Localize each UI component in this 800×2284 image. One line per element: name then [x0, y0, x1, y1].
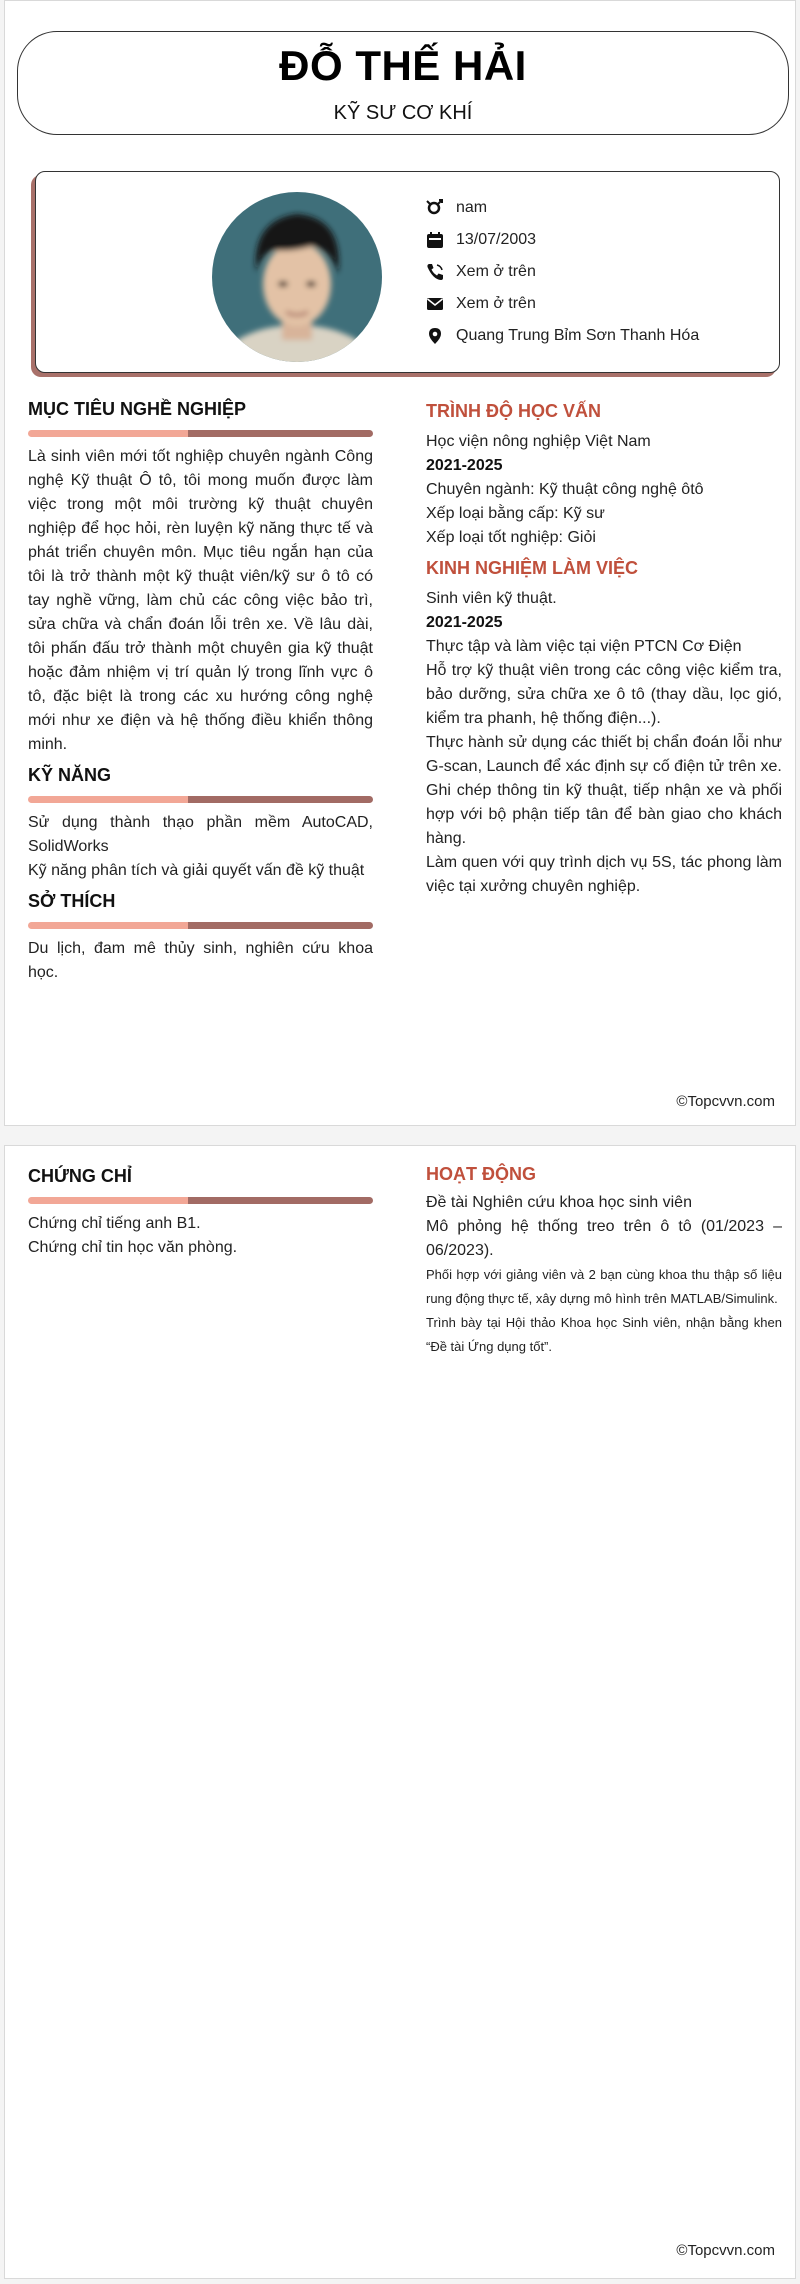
activity-project: Mô phỏng hệ thống treo trên ô tô (01/2023 – 06/2023).	[426, 1218, 782, 1259]
contact-gender	[426, 192, 699, 224]
footer-credit[interactable]: ©Topcvvn.com	[676, 1093, 775, 1110]
info-card	[35, 171, 780, 373]
phone-value[interactable]: Xem ở trên	[456, 263, 536, 280]
address-value: Quang Trung Bỉm Sơn Thanh Hóa	[456, 327, 700, 344]
experience-role: Sinh viên kỹ thuật.	[426, 590, 557, 607]
section-divider	[28, 796, 373, 803]
education-major: Chuyên ngành: Kỹ thuật công nghệ ôtô	[426, 481, 704, 498]
section-divider	[28, 922, 373, 929]
phone-icon	[426, 263, 444, 281]
cv-page-1	[4, 0, 796, 1126]
avatar	[212, 192, 382, 362]
activity-topic: Đề tài Nghiên cứu khoa học sinh viên	[426, 1194, 692, 1211]
footer-credit[interactable]: ©Topcvvn.com	[676, 2242, 775, 2259]
calendar-icon	[426, 231, 444, 249]
gender-icon	[426, 199, 444, 217]
education-period: 2021-2025	[426, 457, 503, 474]
location-pin-icon	[426, 327, 444, 345]
certificates-section	[28, 1166, 373, 1260]
certificate-item: Chứng chỉ tin học văn phòng.	[28, 1239, 238, 1256]
job-title: KỸ SƯ CƠ KHÍ	[333, 102, 473, 124]
candidate-name: ĐỖ THẾ HẢI	[279, 42, 527, 89]
objective-title: MỤC TIÊU NGHỀ NGHIỆP	[28, 399, 247, 419]
activities-section	[426, 1164, 782, 1359]
name-header	[17, 31, 789, 135]
certificates-title: CHỨNG CHỈ	[28, 1166, 132, 1186]
experience-section	[426, 558, 782, 899]
experience-company: Thực tập và làm việc tại viện PTCN Cơ Điện	[426, 638, 742, 655]
email-icon	[426, 295, 444, 313]
experience-task: Hỗ trợ kỹ thuật viên trong các công việc kiểm tra, bảo dưỡng, sửa chữa xe ô tô (thay dầu, lọc gió, kiểm tra phanh, hệ thống điện...).	[426, 662, 782, 727]
contact-email	[426, 288, 699, 320]
gender-value: nam	[456, 199, 488, 216]
education-section	[426, 401, 782, 550]
contact-address	[426, 320, 699, 352]
contact-birthdate	[426, 224, 699, 256]
certificate-item: Chứng chỉ tiếng anh B1.	[28, 1215, 201, 1232]
section-divider	[28, 1197, 373, 1204]
experience-task: Ghi chép thông tin kỹ thuật, tiếp nhận xe và phối hợp với bộ phận tiếp tân để bàn giao cho khách hàng.	[426, 782, 782, 847]
contact-phone	[426, 256, 699, 288]
hobbies-section	[28, 891, 373, 985]
activity-detail: Phối hợp với giảng viên và 2 bạn cùng khoa thu thập số liệu rung động thực tế, xây dựng mô hình trên MATLAB/Simulink.	[426, 1267, 782, 1306]
education-title: TRÌNH ĐỘ HỌC VẤN	[426, 401, 601, 421]
skills-section	[28, 765, 373, 883]
objective-text: Là sinh viên mới tốt nghiệp chuyên ngành Công nghệ Kỹ thuật Ô tô, tôi mong muốn được làm việc trong một môi trường kỹ thuật chuyên nghiệp để học hỏi, rèn luyện kỹ năng thực tế và phát triển chuyên môn. Mục tiêu ngắn hạn của tôi là trở thành một kỹ thuật viên/kỹ sư ô tô có tay nghề vững, làm chủ các công việc bảo trì, sửa chữa và chẩn đoán lỗi trên xe. Về lâu dài, tôi phấn đấu trở thành một chuyên gia kỹ thuật hoặc đảm nhiệm vị trí quản lý trong lĩnh vực ô tô, đặc biệt là trong các xu hướng công nghệ mới như xe điện và hệ thống điều khiển thông minh.	[28, 448, 373, 753]
cv-page-2	[4, 1145, 796, 2279]
activities-title: HOẠT ĐỘNG	[426, 1164, 536, 1184]
birthdate-value: 13/07/2003	[456, 231, 537, 248]
section-divider	[28, 430, 373, 437]
education-grade: Xếp loại tốt nghiệp: Giỏi	[426, 529, 596, 546]
experience-title: KINH NGHIỆM LÀM VIỆC	[426, 558, 639, 578]
skill-item: Sử dụng thành thạo phần mềm AutoCAD, SolidWorks	[28, 814, 373, 855]
skills-title: KỸ NĂNG	[28, 765, 112, 785]
experience-task: Làm quen với quy trình dịch vụ 5S, tác phong làm việc tại xưởng chuyên nghiệp.	[426, 854, 782, 895]
activity-detail: Trình bày tại Hội thảo Khoa học Sinh viên, nhận bằng khen “Đề tài Ứng dụng tốt”.	[426, 1315, 782, 1354]
skill-item: Kỹ năng phân tích và giải quyết vấn đề kỹ thuật	[28, 862, 365, 879]
experience-period: 2021-2025	[426, 614, 503, 631]
contact-list	[426, 192, 699, 352]
education-degree: Xếp loại bằng cấp: Kỹ sư	[426, 505, 605, 522]
objective-section	[28, 399, 373, 757]
education-school: Học viện nông nghiệp Việt Nam	[426, 433, 651, 450]
hobbies-text: Du lịch, đam mê thủy sinh, nghiên cứu khoa học.	[28, 940, 373, 981]
hobbies-title: SỞ THÍCH	[28, 891, 116, 911]
experience-task: Thực hành sử dụng các thiết bị chẩn đoán lỗi như G-scan, Launch để xác định sự cố điện tử trên xe.	[426, 734, 782, 775]
email-value[interactable]: Xem ở trên	[456, 295, 536, 312]
